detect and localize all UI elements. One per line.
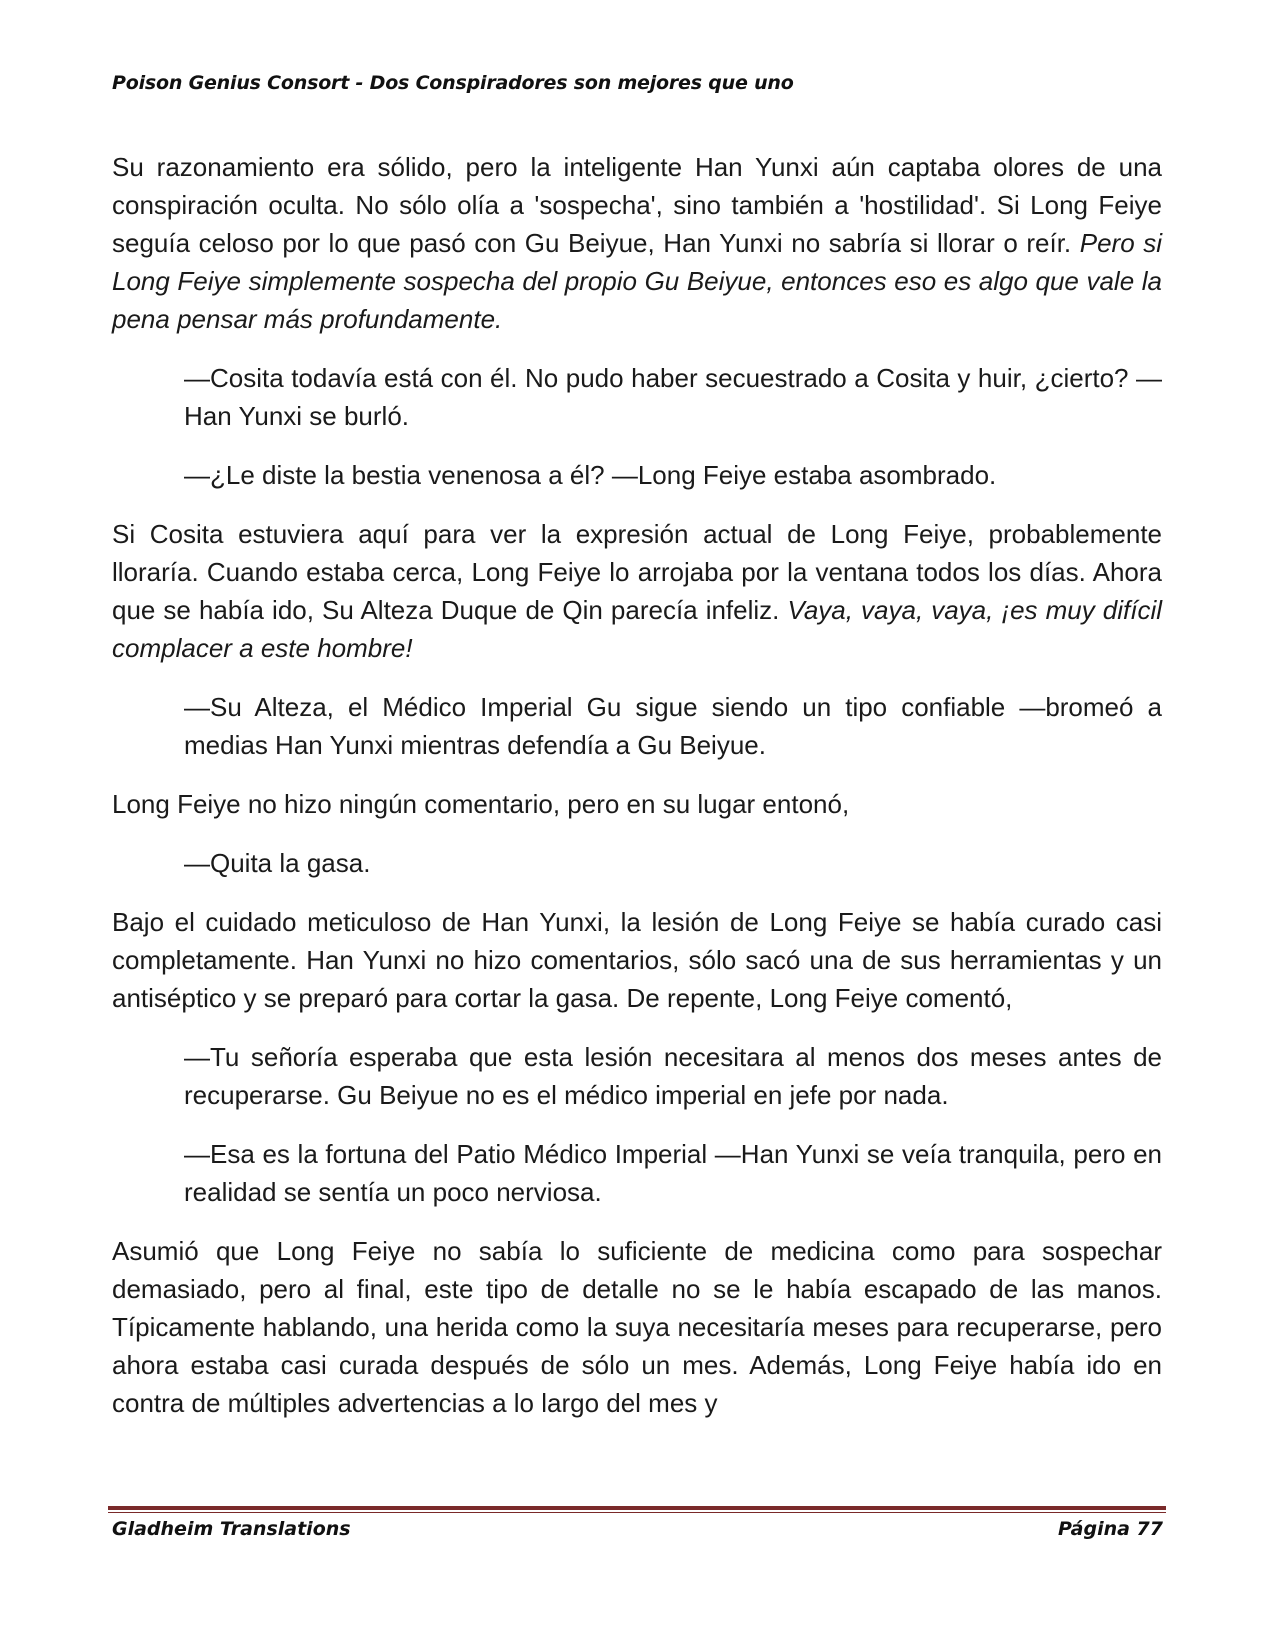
text-run: Su razonamiento era sólido, pero la inteligente Han Yunxi aún captaba olores de una conspiración oculta. No sólo olía a 'sospecha', sino también a 'hostilidad'. Si Long Feiye seguía celoso por lo que pasó con Gu Beiyue, Han Yunxi no sabría si llorar o reír.: [112, 152, 1162, 258]
dialogue-paragraph: [184, 688, 1162, 764]
dialogue-paragraph: [184, 1038, 1162, 1114]
text-run: Bajo el cuidado meticuloso de Han Yunxi, la lesión de Long Feiye se había curado casi completamente. Han Yunxi no hizo comentarios, sólo sacó una de sus herramientas y un antiséptico y se preparó para cortar la gasa. De repente, Long Feiye comentó,: [112, 907, 1162, 1013]
document-body: [112, 148, 1162, 1443]
italic-text-run: Pero si Long Feiye simplemente sospecha del propio Gu Beiyue, entonces eso es algo que vale la pena pensar más profundamente.: [112, 228, 1163, 334]
italic-text-run: Vaya, vaya, vaya, ¡es muy difícil complacer a este hombre!: [112, 595, 1162, 663]
page-header-title: Poison Genius Consort - Dos Conspiradores son mejores que uno: [112, 72, 794, 94]
footer-publisher: Gladheim Translations: [112, 1518, 351, 1540]
text-run: —Tu señoría esperaba que esta lesión necesitara al menos dos meses antes de recuperarse. Gu Beiyue no es el médico imperial en jefe por nada.: [184, 1042, 1162, 1110]
text-run: —Su Alteza, el Médico Imperial Gu sigue siendo un tipo confiable —bromeó a medias Han Yunxi mientras defendía a Gu Beiyue.: [184, 692, 1162, 760]
footer-page-number: Página 77: [1057, 1518, 1163, 1540]
text-run: Si Cosita estuviera aquí para ver la expresión actual de Long Feiye, probablemente lloraría. Cuando estaba cerca, Long Feiye lo arrojaba por la ventana todos los días. Ahora que se había ido, Su Alteza Duque de Qin parecía infeliz.: [112, 519, 1162, 625]
body-paragraph: [112, 1232, 1162, 1422]
footer-divider-thick: [108, 1506, 1166, 1510]
text-run: —¿Le diste la bestia venenosa a él? —Long Feiye estaba asombrado.: [184, 460, 997, 490]
dialogue-paragraph: [184, 1135, 1162, 1211]
text-run: —Cosita todavía está con él. No pudo haber secuestrado a Cosita y huir, ¿cierto? —Han Yunxi se burló.: [184, 363, 1162, 431]
text-run: —Esa es la fortuna del Patio Médico Imperial —Han Yunxi se veía tranquila, pero en realidad se sentía un poco nerviosa.: [184, 1139, 1162, 1207]
dialogue-paragraph: [184, 359, 1162, 435]
body-paragraph: [112, 515, 1162, 667]
text-run: —Quita la gasa.: [184, 848, 371, 878]
dialogue-paragraph: [184, 844, 1162, 882]
dialogue-paragraph: [184, 456, 1162, 494]
text-run: Asumió que Long Feiye no sabía lo suficiente de medicina como para sospechar demasiado, pero al final, este tipo de detalle no se le había escapado de las manos. Típicamente hablando, una herida como la suya necesitaría meses para recuperarse, pero ahora estaba casi curada después de sólo un mes. Además, Long Feiye había ido en contra de múltiples advertencias a lo largo del mes y: [112, 1236, 1162, 1418]
body-paragraph: [112, 148, 1162, 338]
body-paragraph: [112, 785, 1162, 823]
body-paragraph: [112, 903, 1162, 1017]
footer-divider-thin: [108, 1512, 1166, 1513]
text-run: Long Feiye no hizo ningún comentario, pero en su lugar entonó,: [112, 789, 850, 819]
